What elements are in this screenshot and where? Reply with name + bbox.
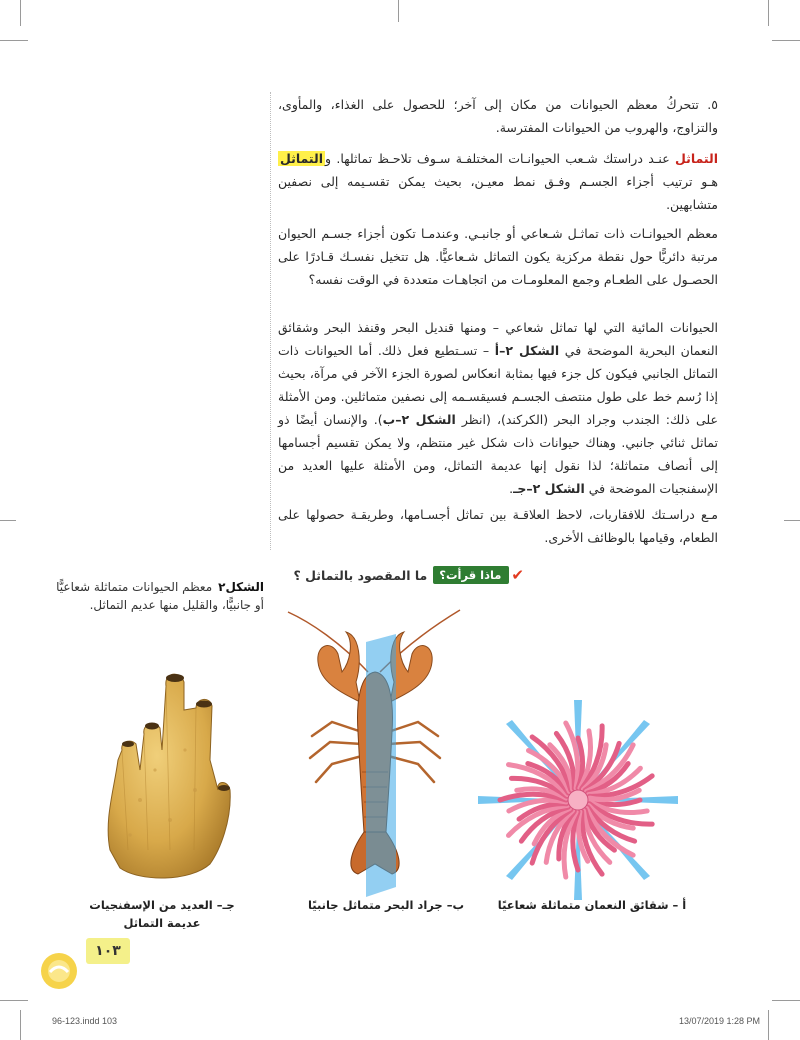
figure-caption (44, 578, 264, 614)
lobster-illustration (280, 602, 470, 902)
column-divider (270, 92, 271, 550)
crop-mark (772, 40, 800, 41)
crop-mark (20, 0, 21, 26)
page-tab-icon (38, 950, 80, 992)
figure-ref-c: الشكل ٢–جـ (513, 481, 585, 496)
paragraph-invertebrates (278, 503, 718, 549)
invertebrates-text: مـع دراسـتك للافقاريات، لاحظ العلاقـة بين تماثل أجسـامها، وطريقـة حصولها على الطعام، وقيامها بالوظائف الأخرى. (278, 507, 718, 545)
crop-mark (0, 520, 16, 521)
caption-a: أ – شقائق النعمان متماثلة شعاعيًا (497, 898, 687, 912)
symmetry-and: و (325, 151, 332, 166)
caption-c: جـ– العديد من الإسفنجيات عديمة التماثل (89, 898, 235, 930)
aquatic-part-3: ). والإنسان أيضًا ذو تماثل ثنائي جانبي. وهناك حيوانات ذات شكل غير منتظم، ولا يمكن تقسيم أجسامها إلى أنصاف متماثلة؛ لذا نقول إنها عديمة التماثل، ومن الأمثلة عليها العديد من الإسفنجيات الموضحة في (278, 412, 718, 496)
caption-b: ب– جراد البحر متماثل جانبيًا (307, 898, 465, 912)
slug-file: 96-123.indd 103 (52, 1016, 118, 1026)
paragraph-radial (278, 222, 718, 291)
figure-ref-b: الشكل ٢–ب (382, 412, 456, 427)
paragraph-item-5 (278, 93, 718, 139)
paragraph-aquatic (278, 316, 718, 500)
reading-check-badge (433, 566, 509, 584)
figure-ref-a: الشكل ٢–أ (494, 343, 560, 358)
crop-mark (398, 0, 399, 22)
aquatic-end: . (509, 481, 514, 496)
slug-date: 13/07/2019 1:28 PM (678, 1016, 760, 1026)
reading-check (294, 564, 525, 586)
crop-mark (772, 1000, 800, 1001)
crop-mark (768, 1010, 769, 1040)
symmetry-definition: هـو ترتيب أجزاء الجسـم وفـق نمط معيـن، بحيث يمكن تقسـيمه إلى نصفين متشابهين. (278, 174, 718, 212)
aquatic-text (278, 316, 718, 500)
aquatic-part-1: الحيوانات المائية التي لها تماثل شعاعي – ومنها قنديل البحر وقنفذ البحر وشقائق النعمان البحرية الموضحة في (278, 320, 718, 358)
crop-mark (768, 0, 769, 26)
sea-anemone-illustration (478, 700, 678, 900)
symmetry-text (278, 147, 718, 216)
crop-mark (20, 1010, 21, 1040)
check-mark-icon: ✔ (511, 566, 524, 584)
crop-mark (0, 1000, 28, 1001)
crop-mark (784, 520, 800, 521)
figure-caption-text: معظم الحيوانات متماثلة شعاعيًّا أو جانبيًّا، والقليل منها عديم التماثل. (56, 580, 264, 612)
symmetry-intro: عنـد دراستك شـعب الحيوانـات المختلفـة سـوف تلاحـظ تماثلها. (336, 151, 670, 166)
reading-check-label: ماذا قرأت؟ (439, 568, 502, 582)
item-5-text: ٥. تتحركُ معظم الحيوانات من مكان إلى آخر؛ للحصول على الغذاء، والمأوى، والتزاوج، والهروب من الحيوانات المفترسة. (278, 97, 718, 135)
reading-check-question: ما المقصود بالتماثل ؟ (293, 567, 428, 583)
symmetry-lead-keyword: التماثل (674, 151, 718, 166)
figure-title: الشكل٢ (218, 580, 264, 594)
radial-text: معظم الحيوانـات ذات تماثـل شـعاعي أو جانبـي. وعندمـا تكون أجزاء جسـم الحيوان مرتبة دائريًّا حول نقطة مركزية يكون التماثل شـعاعيًّا. هل تتخيل نفسـك قـادرًا على الحصـول على الطعـام وجمع المعلومـات من اتجاهـات متعددة في الوقت نفسه؟ (278, 226, 718, 287)
paragraph-symmetry (278, 147, 718, 216)
symmetry-definition-term: التماثل (280, 151, 324, 166)
aquatic-part-2: – تسـتطيع فعل ذلك. أما الحيوانات ذات التماثل الجانبي فيكون كل جزء فيها بمثابة انعكاس لصورة الجزء الآخر في مرآة، بحيث إذا رُسم خط على طول منتصف الجسـم فسيقسـمه إلى نصفين متماثلين. ومن الأمثلة على ذلك: الجندب وجراد البحر (الكركند)، (انظر (278, 343, 718, 427)
crop-mark (0, 40, 28, 41)
page-number: ١٠٣ (86, 938, 130, 964)
sponge-illustration (100, 650, 250, 885)
